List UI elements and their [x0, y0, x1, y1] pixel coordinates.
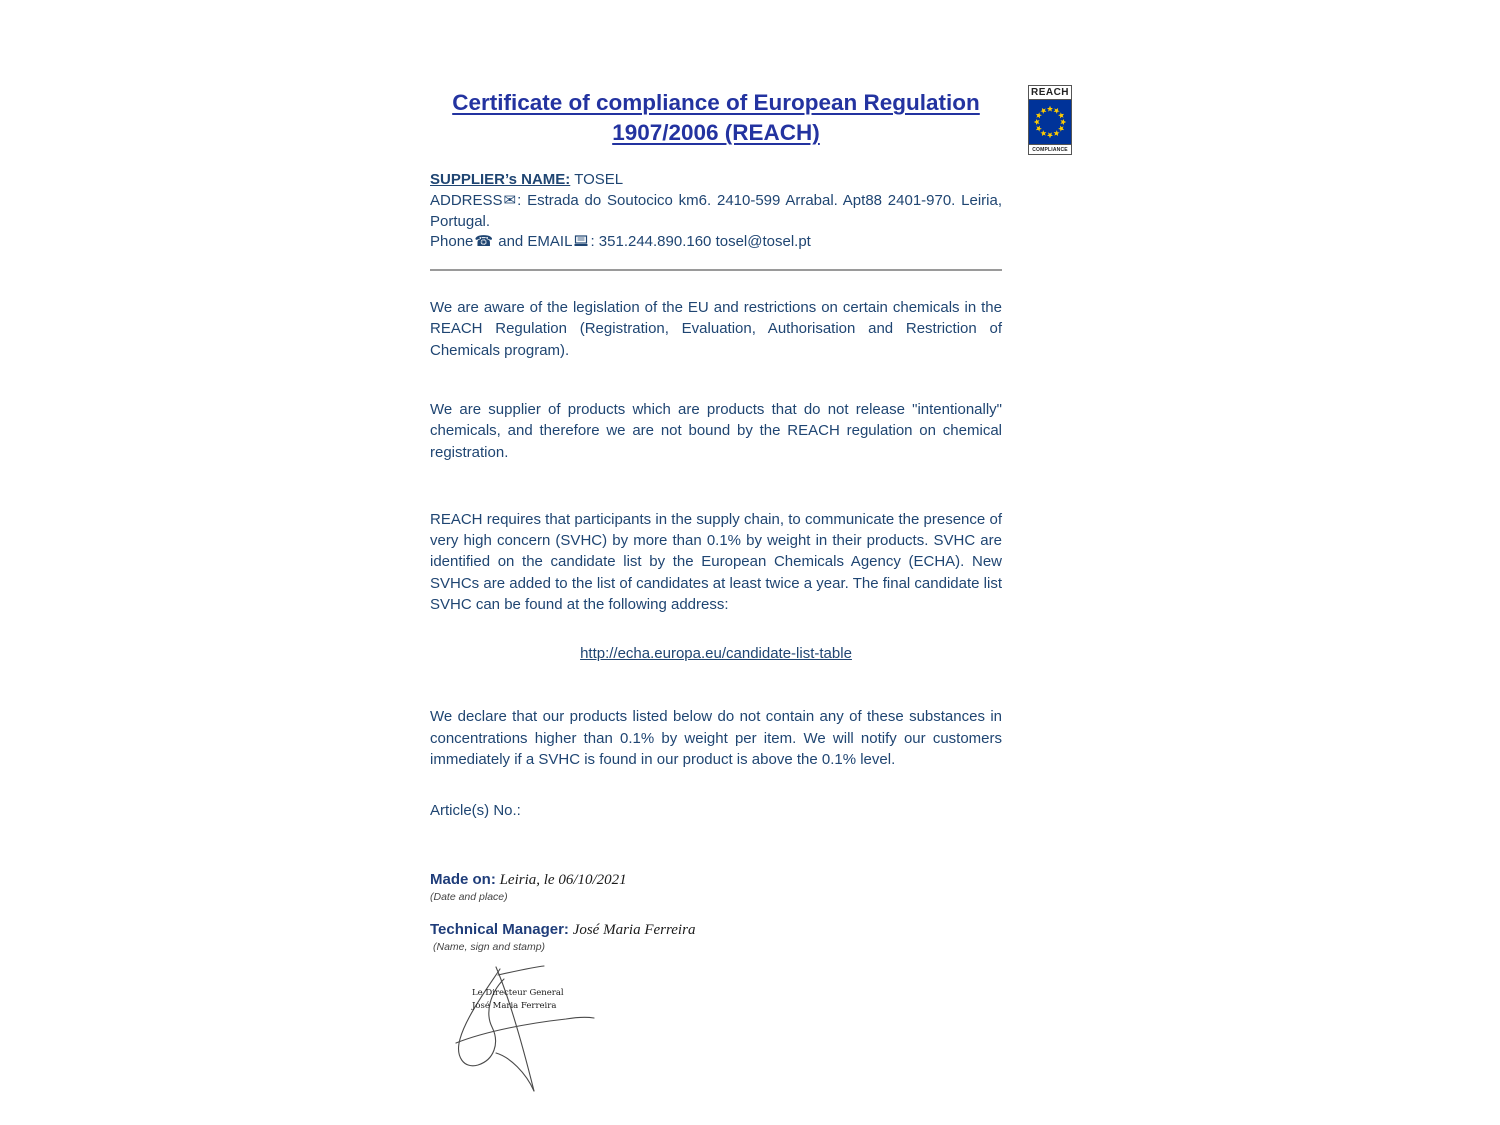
technical-manager-value: José Maria Ferreira: [568, 922, 696, 939]
document-title-line1: Certificate of compliance of European Regulation: [452, 90, 980, 115]
paragraph-supplier-statement: We are supplier of products which are products that do not release "intentionally" chemicals, and therefore we are not bound by the REACH regulation on chemical registration.: [430, 400, 1002, 461]
paragraph-awareness: We are aware of the legislation of the EU and restrictions on certain chemicals in the REACH Regulation (Registration, Evaluation, Authorisation and Restriction of Chemicals program).: [430, 299, 1002, 359]
phone-email-value: : 351.244.890.160 tosel@tosel.pt: [590, 233, 811, 251]
technical-manager-row: [430, 921, 1002, 939]
supplier-name-value: TOSEL: [570, 171, 624, 189]
reach-logo-title: REACH: [1030, 87, 1070, 98]
signature-block: [438, 965, 638, 1095]
paragraph-reach-requirements: REACH requires that participants in the supply chain, to communicate the presence of very high concern (SVHC) by more than 0.1% by weight in their products. SVHC are identified on the candidate list by the European Chemicals Agency (ECHA). New SVHCs are added to the list of candidates at least twice a year. The final candidate list SVHC can be found at the following address:: [430, 510, 1002, 613]
supplier-block: [430, 170, 1002, 253]
divider: [430, 269, 1002, 271]
envelope-icon: ✉: [503, 191, 517, 209]
candidate-list-link[interactable]: http://echa.europa.eu/candidate-list-table: [580, 645, 852, 663]
address-value: : Estrada do Soutocico km6. 2410-599 Arrabal. Apt88 2401-970. Leiria, Portugal.: [430, 191, 1002, 230]
reach-compliance-logo: [1028, 85, 1072, 155]
technical-manager-subnote: (Name, sign and stamp): [433, 941, 546, 954]
document-content: [430, 0, 1002, 1095]
paragraph-declaration: We declare that our products listed below do not contain any of these substances in concentrations higher than 0.1% by weight per item. We will notify our customers immediately if a SVHC is found in our product is above the 0.1% level.: [430, 708, 1002, 768]
address-label: ADDRESS: [430, 191, 503, 209]
article-number-label: Article(s) No.:: [430, 802, 521, 820]
eu-stars-icon: [1029, 100, 1071, 144]
computer-email-icon: [574, 235, 588, 247]
email-label: and EMAIL: [494, 233, 573, 251]
phone-label: Phone: [430, 233, 474, 251]
document-title-line2: 1907/2006 (REACH): [612, 120, 820, 146]
document-title: [430, 88, 1002, 148]
made-on-subnote: (Date and place): [430, 891, 508, 904]
technical-manager-label: Technical Manager:: [430, 921, 569, 939]
signature-stamp-line2: José Maria Ferreira: [472, 1000, 557, 1011]
signature-scribble-icon: [438, 965, 638, 1095]
made-on-row: [430, 871, 1002, 889]
phone-icon: ☎: [474, 233, 494, 251]
candidate-list-link-row: [430, 645, 1002, 662]
signature-stamp-line1: Le Directeur General: [472, 988, 564, 999]
signature-stamp-text: [472, 987, 564, 1013]
reach-logo-compliance-label: COMPLIANCE: [1029, 144, 1071, 154]
made-on-label: Made on:: [430, 871, 496, 889]
made-on-value: Leiria, le 06/10/2021: [495, 872, 627, 889]
supplier-name-label: SUPPLIER’s NAME:: [430, 171, 571, 189]
